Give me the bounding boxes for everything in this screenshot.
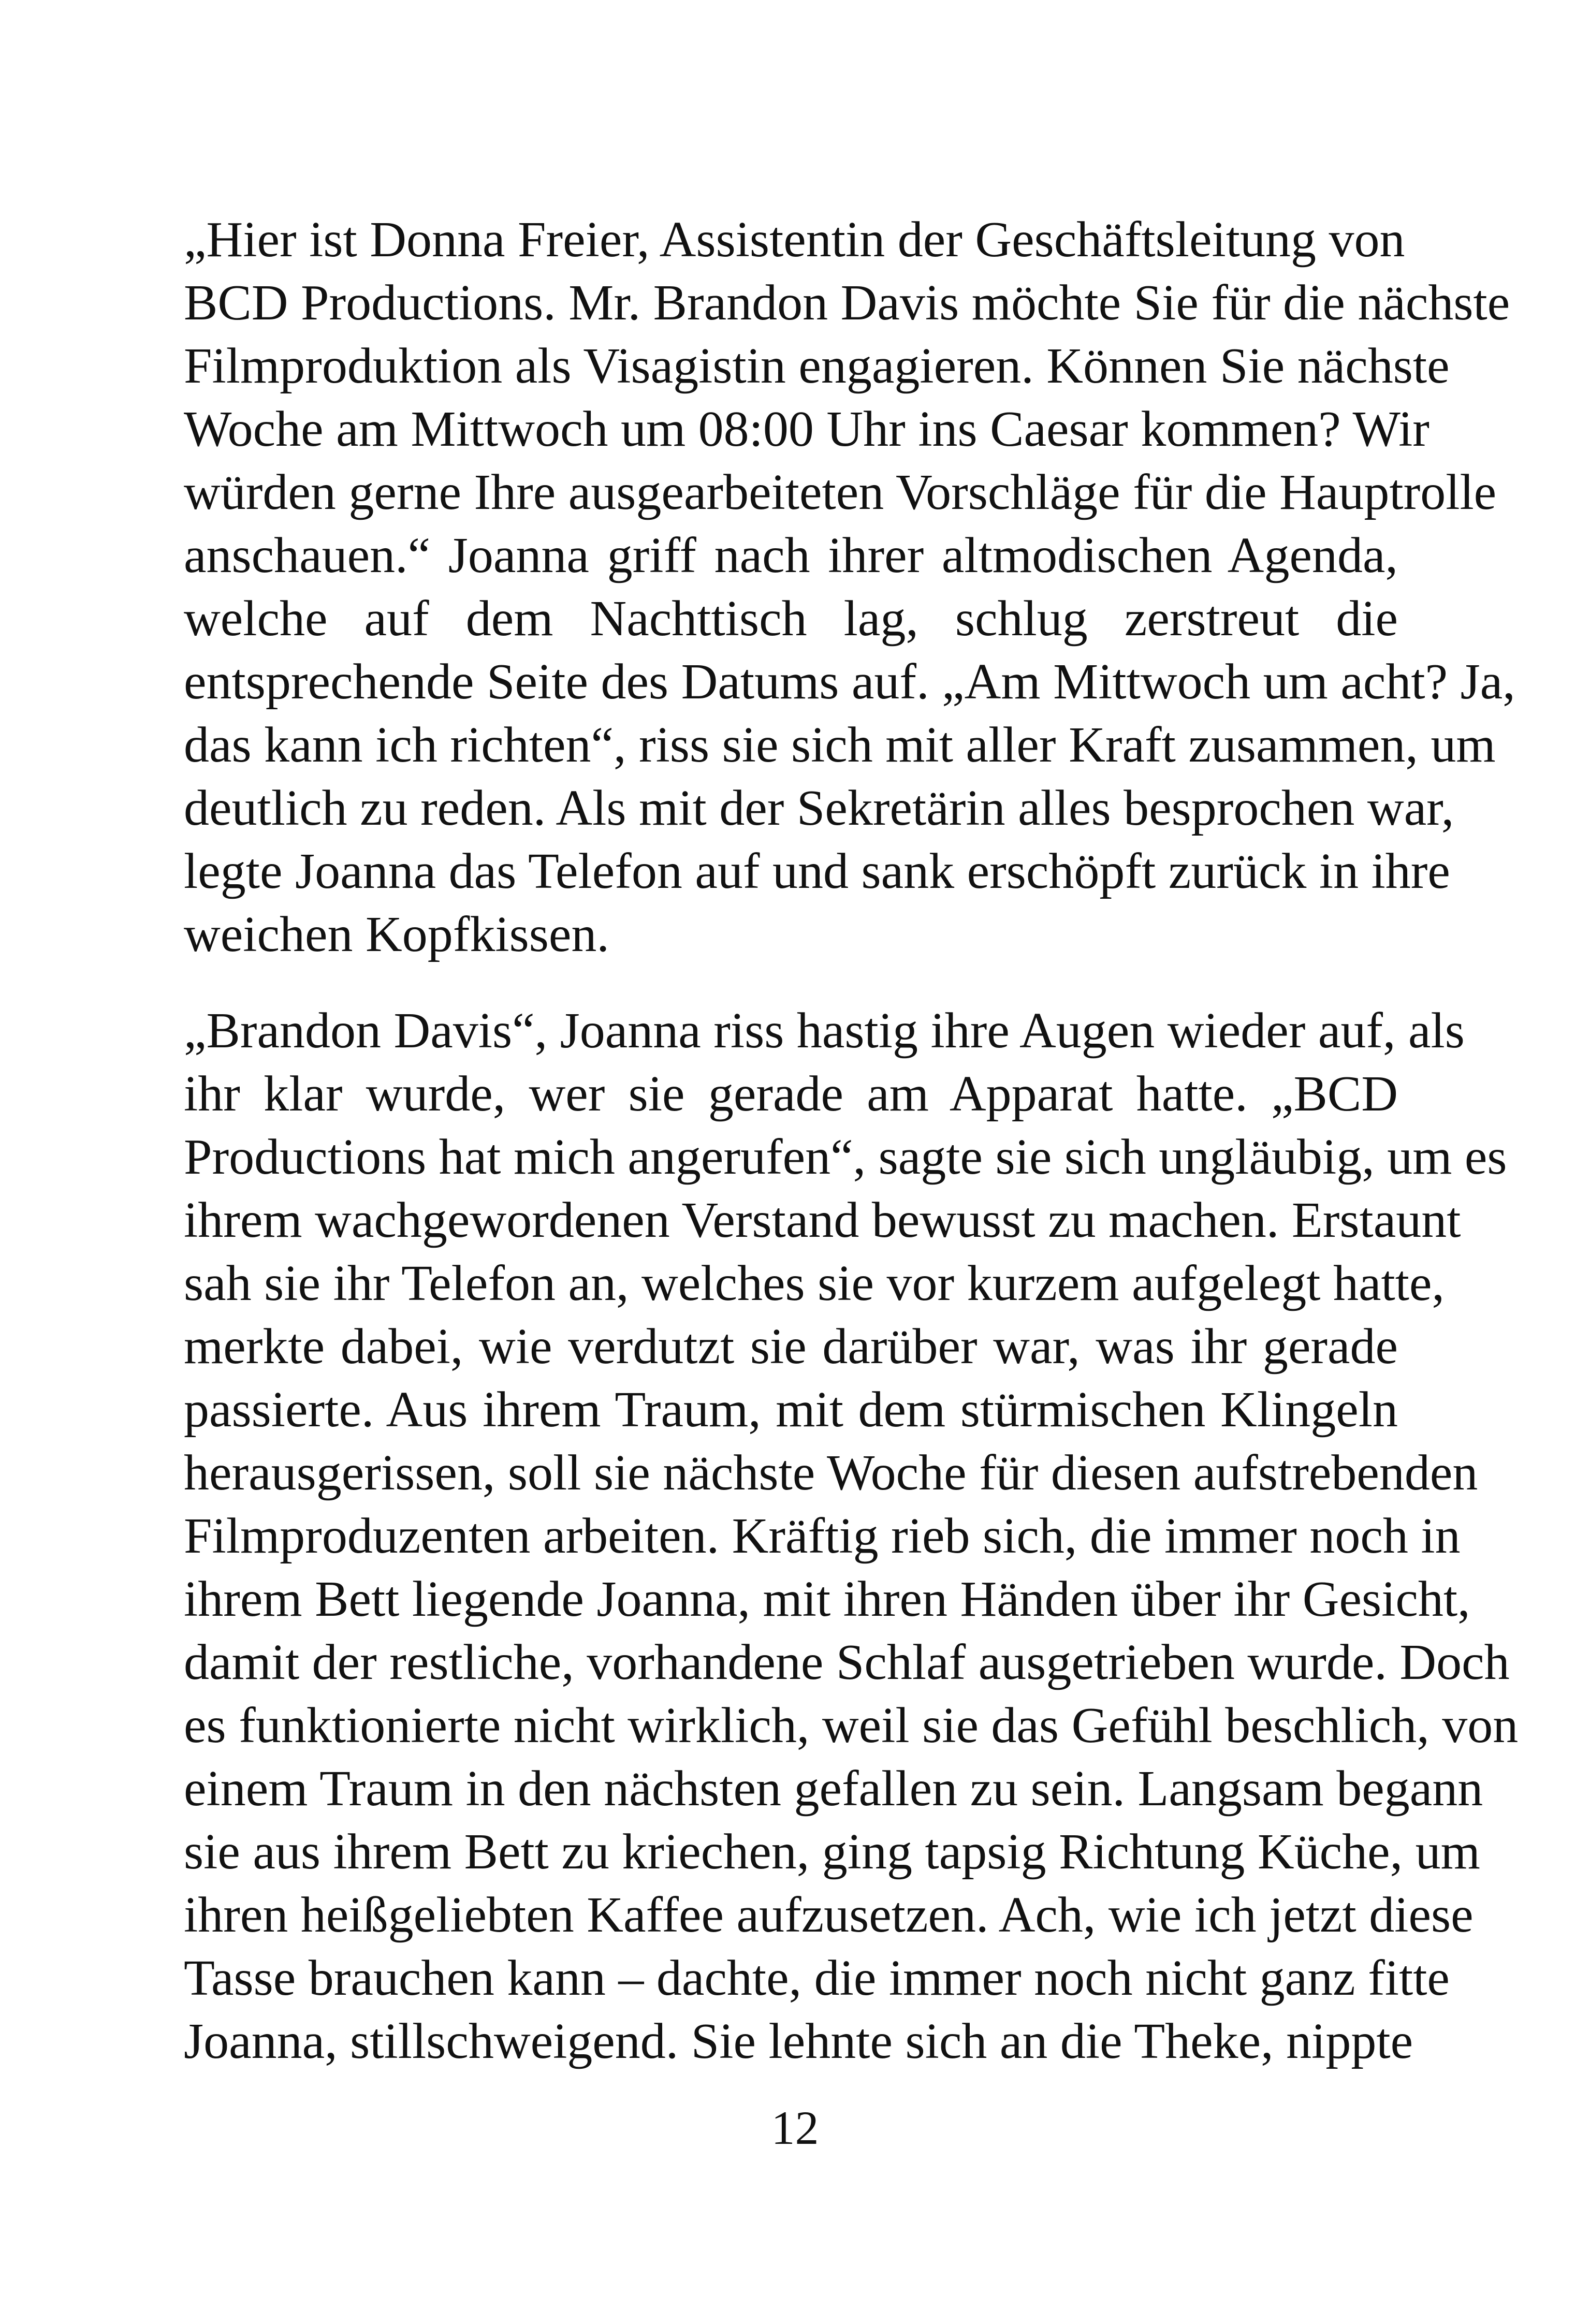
text-line: Filmproduzenten arbeiten. Kräftig rieb sich, die immer noch in	[184, 1508, 1461, 1564]
text-line: anschauen.“ Joanna griff nach ihrer altmodischen Agenda,	[184, 528, 1398, 583]
body-text	[184, 208, 1519, 2073]
text-line: ihrem wachgewordenen Verstand bewusst zu machen. Erstaunt	[184, 1192, 1461, 1248]
text-line: BCD Productions. Mr. Brandon Davis möchte Sie für die nächste	[184, 275, 1510, 331]
text-line: entsprechende Seite des Datums auf. „Am Mittwoch um acht? Ja,	[184, 654, 1515, 710]
text-line: ihrem Bett liegende Joanna, mit ihren Händen über ihr Gesicht,	[184, 1571, 1470, 1627]
text-line: passierte. Aus ihrem Traum, mit dem stürmischen Klingeln	[184, 1382, 1398, 1438]
text-line: „Brandon Davis“, Joanna riss hastig ihre Augen wieder auf, als	[184, 1003, 1465, 1059]
text-line: es funktionierte nicht wirklich, weil sie das Gefühl beschlich, von	[184, 1698, 1519, 1753]
text-line: Tasse brauchen kann – dachte, die immer noch nicht ganz fitte	[184, 1950, 1450, 2006]
text-line: ihren heißgeliebten Kaffee aufzusetzen. Ach, wie ich jetzt diese	[184, 1887, 1474, 1943]
text-line: Filmproduktion als Visagistin engagieren. Können Sie nächste	[184, 338, 1450, 394]
text-line: einem Traum in den nächsten gefallen zu sein. Langsam begann	[184, 1761, 1483, 1817]
text-line: Productions hat mich angerufen“, sagte sie sich ungläubig, um es	[184, 1129, 1507, 1185]
text-line: ihr klar wurde, wer sie gerade am Apparat hatte. „BCD	[184, 1066, 1398, 1122]
text-line: deutlich zu reden. Als mit der Sekretärin alles besprochen war,	[184, 780, 1454, 836]
text-line: das kann ich richten“, riss sie sich mit aller Kraft zusammen, um	[184, 717, 1496, 773]
text-line: damit der restliche, vorhandene Schlaf ausgetrieben wurde. Doch	[184, 1634, 1510, 1690]
text-line: Joanna, stillschweigend. Sie lehnte sich an die Theke, nippte	[184, 2013, 1413, 2069]
text-line: „Hier ist Donna Freier, Assistentin der Geschäftsleitung von	[184, 212, 1405, 268]
text-line: welche auf dem Nachttisch lag, schlug zerstreut die	[184, 591, 1398, 647]
paragraph-1	[184, 208, 1515, 966]
text-line: Woche am Mittwoch um 08:00 Uhr ins Caesar kommen? Wir	[184, 401, 1429, 457]
text-line: sie aus ihrem Bett zu kriechen, ging tapsig Richtung Küche, um	[184, 1824, 1480, 1880]
paragraph-2	[184, 999, 1519, 2073]
text-line: würden gerne Ihre ausgearbeiteten Vorschläge für die Hauptrolle	[184, 464, 1497, 520]
page-number: 12	[771, 2101, 819, 2154]
text-line: sah sie ihr Telefon an, welches sie vor kurzem aufgelegt hatte,	[184, 1255, 1445, 1311]
text-line: herausgerissen, soll sie nächste Woche für diesen aufstrebenden	[184, 1445, 1478, 1501]
text-line: merkte dabei, wie verdutzt sie darüber war, was ihr gerade	[184, 1319, 1398, 1375]
text-line: legte Joanna das Telefon auf und sank erschöpft zurück in ihre	[184, 843, 1450, 899]
text-line: weichen Kopfkissen.	[184, 907, 609, 962]
